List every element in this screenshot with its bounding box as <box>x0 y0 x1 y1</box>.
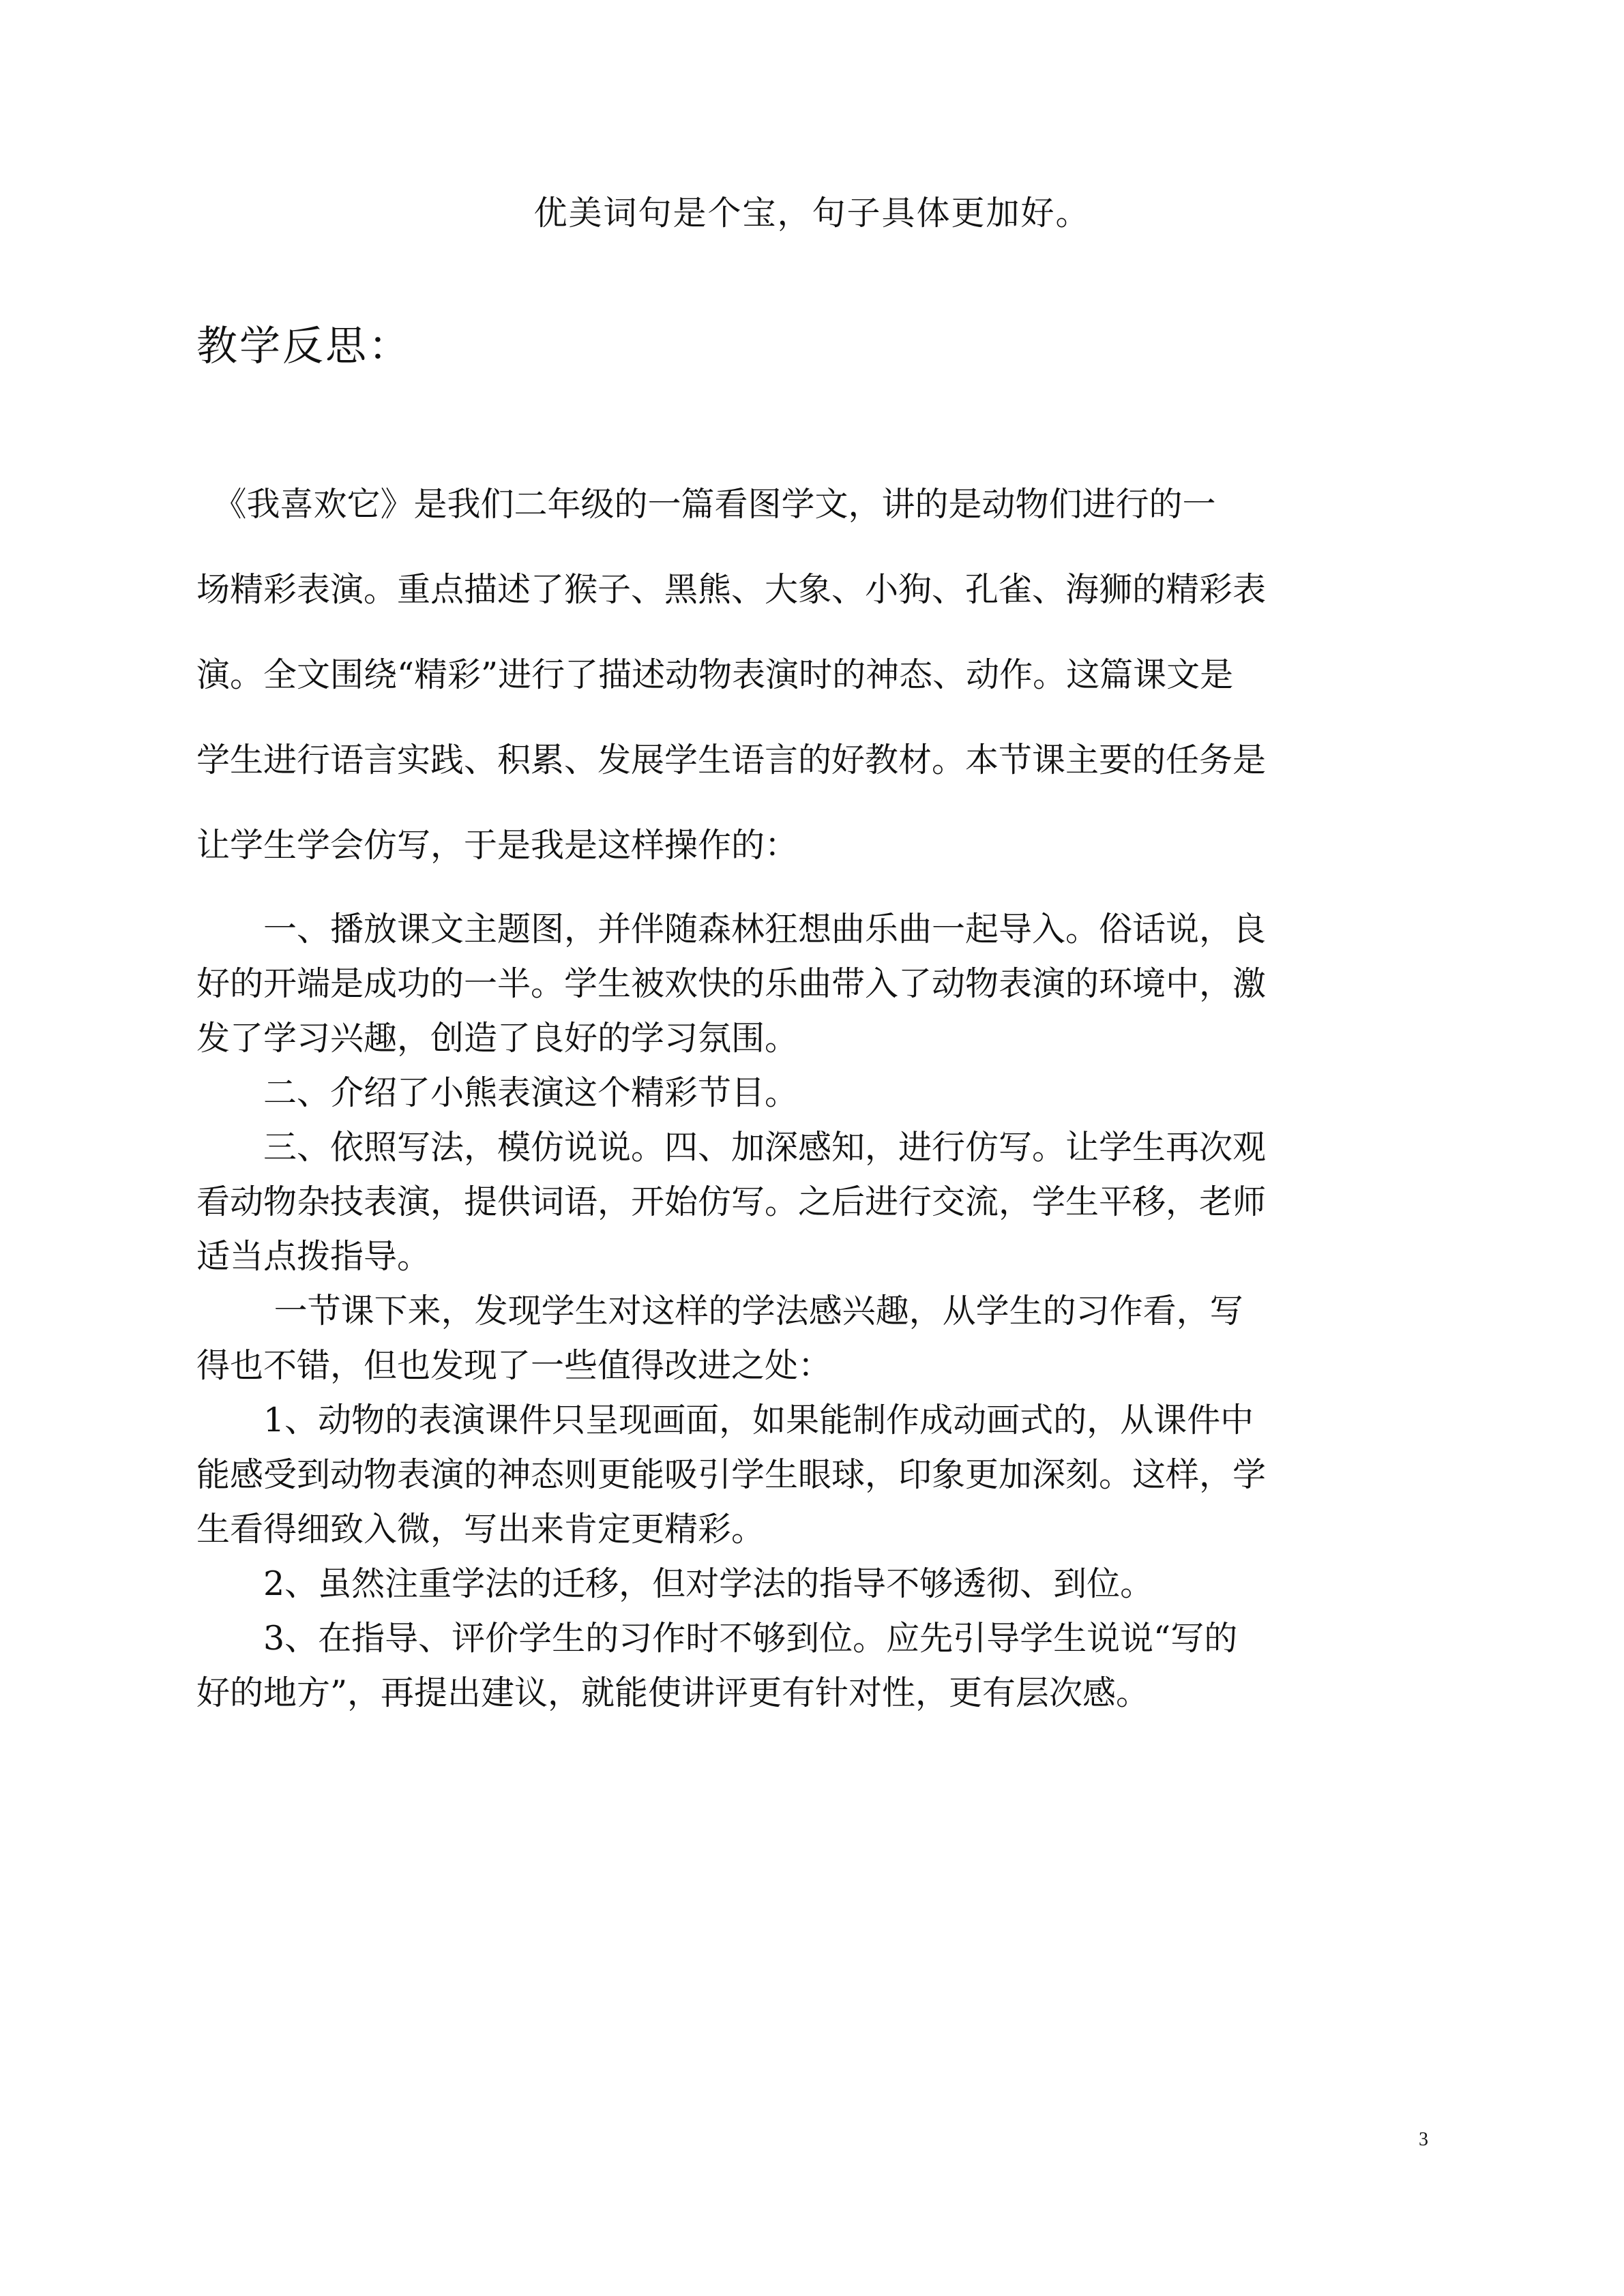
page-number: 3 <box>1419 2129 1428 2150</box>
paragraph-line: 3、在指导、评价学生的习作时不够到位。应先引导学生说说“写的 <box>196 1619 1238 1658</box>
paragraph-line: 《我喜欢它》是我们二年级的一篇看图学文，讲的是动物们进行的一 <box>196 485 1216 524</box>
paragraph-line: 三、依照写法，模仿说说。四、加深感知，进行仿写。让学生再次观 <box>196 1128 1267 1167</box>
paragraph-line: 一、播放课文主题图，并伴随森林狂想曲乐曲一起导入。俗话说，良 <box>196 910 1267 949</box>
paragraph-line: 2、虽然注重学法的迁移，但对学法的指导不够透彻、到位。 <box>196 1564 1154 1603</box>
paragraph-line: 二、介绍了小熊表演这个精彩节目。 <box>196 1073 799 1112</box>
paragraph-line: 让学生学会仿写，于是我是这样操作的： <box>196 826 799 865</box>
paragraph-line: 看动物杂技表演，提供词语，开始仿写。之后进行交流，学生平移，老师 <box>196 1182 1267 1221</box>
paragraph-line: 1、动物的表演课件只呈现画面，如果能制作成动画式的，从课件中 <box>196 1401 1254 1440</box>
paragraph-line: 好的开端是成功的一半。学生被欢快的乐曲带入了动物表演的环境中，激 <box>196 964 1267 1003</box>
paragraph-line: 适当点拨指导。 <box>196 1237 431 1276</box>
paragraph-line: 学生进行语言实践、积累、发展学生语言的好教材。本节课主要的任务是 <box>196 741 1267 779</box>
paragraph-line: 生看得细致入微，写出来肯定更精彩。 <box>196 1510 765 1549</box>
paragraph-line: 好的地方”，再提出建议，就能使讲评更有针对性，更有层次感。 <box>196 1673 1150 1712</box>
paragraph-line: 能感受到动物表演的神态则更能吸引学生眼球，印象更加深刻。这样，学 <box>196 1455 1267 1494</box>
paragraph-line: 演。全文围绕“精彩”进行了描述动物表演时的神态、动作。这篇课文是 <box>196 655 1234 694</box>
paragraph-line: 一节课下来，发现学生对这样的学法感兴趣，从学生的习作看，写 <box>196 1292 1243 1330</box>
paragraph-line: 场精彩表演。重点描述了猴子、黑熊、大象、小狗、孔雀、海狮的精彩表 <box>196 570 1267 609</box>
paragraph-line: 发了学习兴趣，创造了良好的学习氛围。 <box>196 1019 799 1058</box>
section-heading: 教学反思： <box>196 323 411 370</box>
paragraph-line: 得也不错，但也发现了一些值得改进之处： <box>196 1346 832 1385</box>
motto-line: 优美词句是个宝，句子具体更加好。 <box>533 194 1091 233</box>
